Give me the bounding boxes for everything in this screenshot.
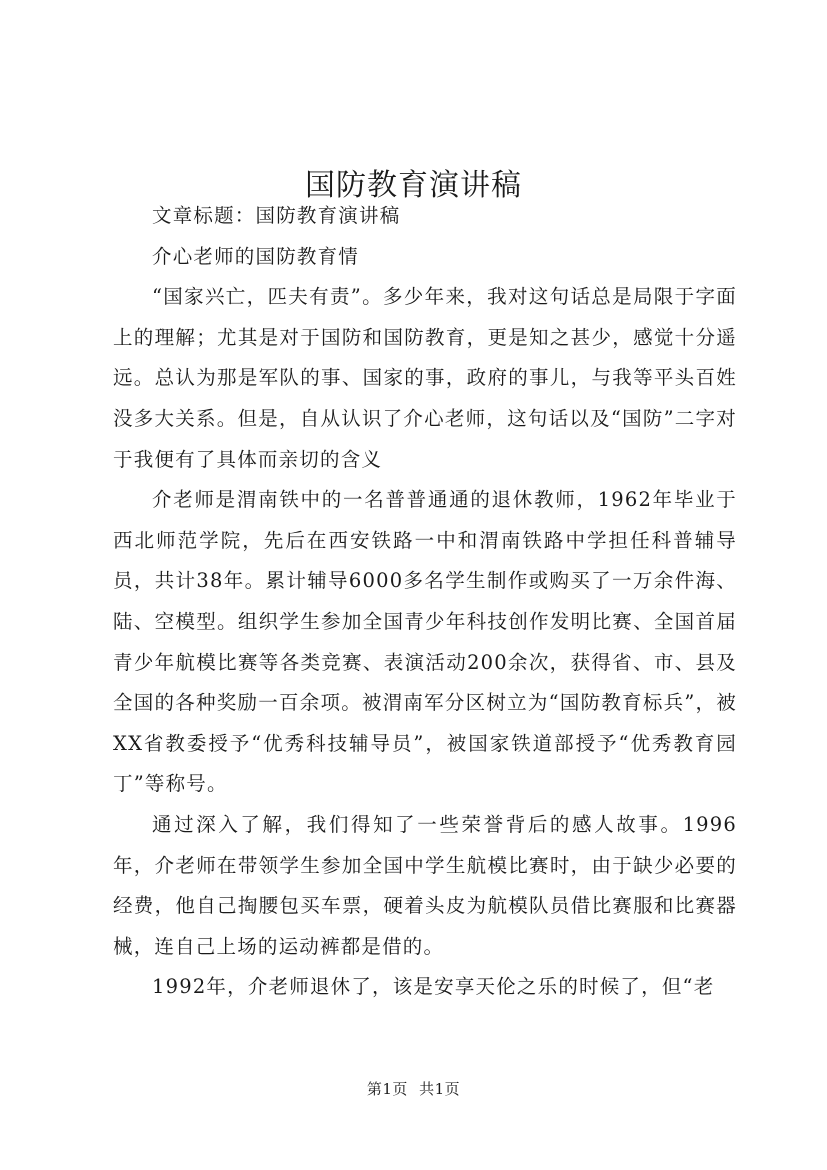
article-title-line: 文章标题：国防教育演讲稿 (152, 204, 401, 227)
paragraph: 1992年，介老师退休了，该是安享天伦之乐的时候了，但“老 (152, 975, 715, 999)
page-number: 第1页 (366, 1080, 408, 1098)
page-footer (0, 1079, 827, 1099)
paragraph: “国家兴亡，匹夫有责”。多少年来，我对这句话总是局限于字面上的理解；尤其是对于国防和国防教育，更是知之甚少，感觉十分遥远。总认为那是军队的事、国家的事，政府的事儿，与我等平头百姓没多大关系。但是，自从认识了介心老师，这句话以及“国防”二字对于我便有了具体而亲切的含义 (113, 285, 737, 471)
subtitle-line: 介心老师的国防教育情 (152, 244, 360, 268)
paragraph: 介老师是渭南铁中的一名普普通通的退休教师，1962年毕业于西北师范学院，先后在西安铁路一中和渭南铁路中学担任科普辅导员，共计38年。累计辅导6000多名学生制作或购买了一万余件海、陆、空模型。组织学生参加全国青少年科技创作发明比赛、全国首届青少年航模比赛等各类竞赛、表演活动200余次，获得省、市、县及全国的各种奖励一百余项。被渭南军分区树立为“国防教育标兵”，被XX省教委授予“优秀科技辅导员”，被国家铁道部授予“优秀教育园丁”等称号。 (113, 488, 737, 796)
document-body (113, 196, 737, 1008)
total-pages: 共1页 (419, 1080, 461, 1098)
paragraph: 通过深入了解，我们得知了一些荣誉背后的感人故事。1996年，介老师在带领学生参加全国中学生航模比赛时，由于缺少必要的经费，他自己掏腰包买车票，硬着头皮为航模队员借比赛服和比赛器械，连自己上场的运动裤都是借的。 (113, 812, 737, 958)
document-title: 国防教育演讲稿 (305, 168, 522, 204)
